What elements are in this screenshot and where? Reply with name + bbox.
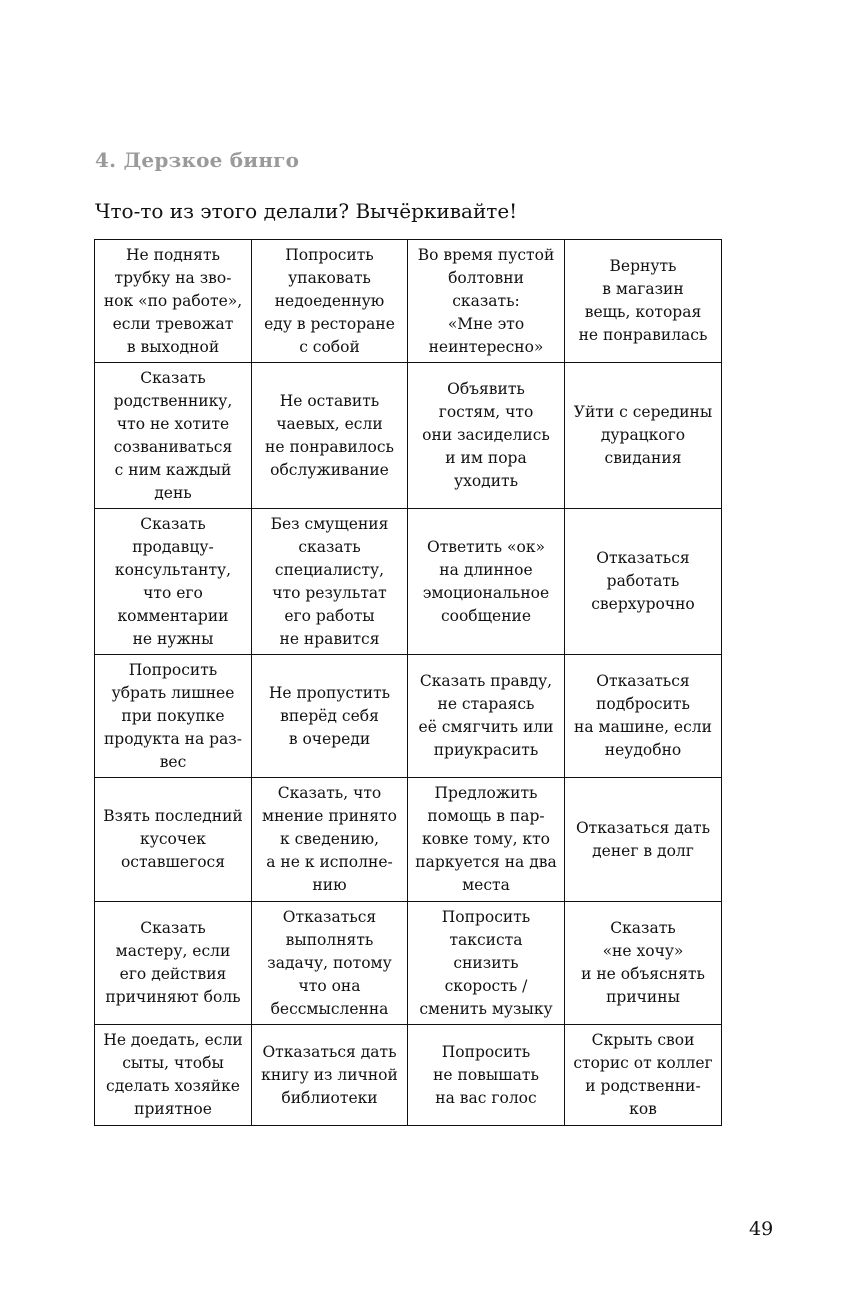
page-number: 49 <box>749 1218 774 1240</box>
bingo-row <box>95 1025 722 1126</box>
bingo-cell: Отказаться подбросить на машине, если неудобно <box>565 655 722 778</box>
bingo-cell: Сказать мастеру, если его действия причиняют боль <box>95 902 252 1025</box>
bingo-cell: Взять последний кусочек оставшегося <box>95 778 252 902</box>
bingo-cell: Вернуть в магазин вещь, которая не понравилась <box>565 240 722 363</box>
bingo-cell: Сказать правду, не стараясь её смягчить или приукрасить <box>408 655 565 778</box>
instruction-text: Что-то из этого делали? Вычёркивайте! <box>95 199 518 223</box>
bingo-cell: Ответить «ок» на длинное эмоциональное сообщение <box>408 509 565 655</box>
bingo-cell: Уйти с середины дурацкого свидания <box>565 363 722 509</box>
bingo-cell: Сказать, что мнение принято к сведению, а не к исполне- нию <box>252 778 408 902</box>
bingo-cell: Во время пустой болтовни сказать: «Мне это неинтересно» <box>408 240 565 363</box>
bingo-cell: Попросить упаковать недоеденную еду в ресторане с собой <box>252 240 408 363</box>
bingo-cell: Сказать родственнику, что не хотите созваниваться с ним каждый день <box>95 363 252 509</box>
bingo-cell: Предложить помощь в пар- ковке тому, кто паркуется на два места <box>408 778 565 902</box>
bingo-cell: Объявить гостям, что они засиделись и им пора уходить <box>408 363 565 509</box>
bingo-cell: Без смущения сказать специалисту, что результат его работы не нравится <box>252 509 408 655</box>
bingo-cell: Сказать «не хочу» и не объяснять причины <box>565 902 722 1025</box>
bingo-cell: Отказаться дать книгу из личной библиотеки <box>252 1025 408 1126</box>
bingo-cell: Отказаться работать сверхурочно <box>565 509 722 655</box>
bingo-cell: Не пропустить вперёд себя в очереди <box>252 655 408 778</box>
bingo-cell: Отказаться дать денег в долг <box>565 778 722 902</box>
bingo-cell: Не поднять трубку на зво- нок «по работе», если тревожат в выходной <box>95 240 252 363</box>
bingo-cell: Не оставить чаевых, если не понравилось обслуживание <box>252 363 408 509</box>
bingo-cell: Сказать продавцу- консультанту, что его комментарии не нужны <box>95 509 252 655</box>
section-heading: 4. Дерзкое бинго <box>95 148 300 172</box>
bingo-row <box>95 363 722 509</box>
bingo-row <box>95 240 722 363</box>
bingo-cell: Попросить убрать лишнее при покупке продукта на раз- вес <box>95 655 252 778</box>
bingo-table <box>94 239 722 1126</box>
bingo-cell: Не доедать, если сыты, чтобы сделать хозяйке приятное <box>95 1025 252 1126</box>
bingo-row <box>95 509 722 655</box>
bingo-cell: Отказаться выполнять задачу, потому что она бессмысленна <box>252 902 408 1025</box>
bingo-cell: Попросить не повышать на вас голос <box>408 1025 565 1126</box>
bingo-row <box>95 778 722 902</box>
bingo-cell: Скрыть свои сторис от коллег и родственни- ков <box>565 1025 722 1126</box>
bingo-row <box>95 655 722 778</box>
bingo-row <box>95 902 722 1025</box>
bingo-cell: Попросить таксиста снизить скорость / сменить музыку <box>408 902 565 1025</box>
